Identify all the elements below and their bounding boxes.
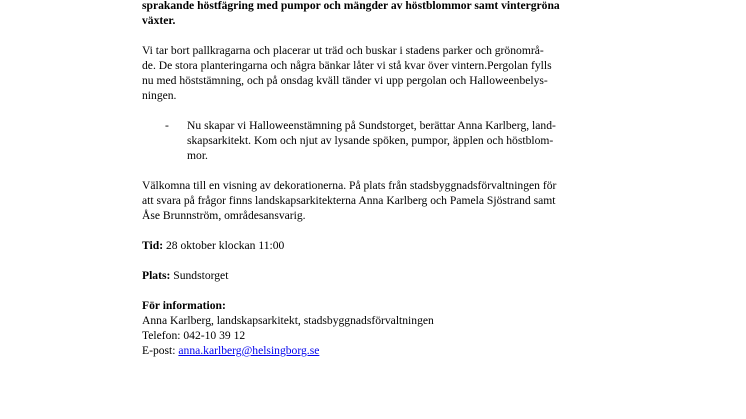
para1-line-3: nu med höststämning, och på onsdag kväll tänder vi upp pergolan och Halloweenbelys- bbox=[142, 74, 548, 87]
contact-phone: Telefon: 042-10 39 12 bbox=[142, 329, 246, 342]
contact-name: Anna Karlberg, landskapsarkitekt, stadsbyggnadsförvaltningen bbox=[142, 314, 434, 327]
time-line bbox=[142, 238, 612, 253]
time-label: Tid: bbox=[142, 239, 164, 252]
para1-line-1: Vi tar bort pallkragarna och placerar ut träd och buskar i stadens parker och grönområ- bbox=[142, 44, 544, 57]
document-page bbox=[142, 0, 612, 358]
quote-line-2: skapsarkitekt. Kom och njut av lysande spöken, pumpor, äpplen och höstblom- bbox=[187, 134, 554, 147]
quote-line-1: Nu skapar vi Halloweenstämning på Sundstorget, berättar Anna Karlberg, land- bbox=[187, 119, 556, 132]
contact-email-label: E-post: bbox=[142, 344, 179, 357]
time-value: 28 oktober klockan 11:00 bbox=[163, 239, 285, 252]
quote-line-3: mor. bbox=[187, 149, 208, 162]
contact-heading: För information: bbox=[142, 299, 226, 312]
para2-line-2: att svara på frågor finns landskapsarkitekterna Anna Karlberg och Pamela Sjöstrand samt bbox=[142, 194, 556, 207]
body-paragraph-2 bbox=[142, 178, 612, 223]
intro-line-2: växter. bbox=[142, 14, 176, 27]
contact-email-link[interactable]: anna.karlberg@helsingborg.se bbox=[178, 344, 320, 357]
bullet-dash: - bbox=[165, 119, 169, 132]
para1-line-4: ningen. bbox=[142, 89, 177, 102]
place-line bbox=[142, 268, 612, 283]
quote-bullet-item bbox=[142, 118, 612, 163]
contact-block bbox=[142, 298, 612, 358]
place-value: Sundstorget bbox=[170, 269, 229, 282]
body-paragraph-1 bbox=[142, 43, 612, 103]
place-label: Plats: bbox=[142, 269, 171, 282]
intro-line-1: sprakande höstfägring med pumpor och mängder av höstblommor samt vintergröna bbox=[142, 0, 560, 12]
para1-line-2: de. De stora planteringarna och några bänkar låter vi stå kvar över vintern.Pergolan fylls bbox=[142, 59, 552, 72]
para2-line-3: Åse Brunnström, områdesansvarig. bbox=[142, 209, 306, 222]
intro-paragraph bbox=[142, 0, 612, 28]
para2-line-1: Välkomna till en visning av dekorationerna. På plats från stadsbyggnadsförvaltningen för bbox=[142, 179, 557, 192]
